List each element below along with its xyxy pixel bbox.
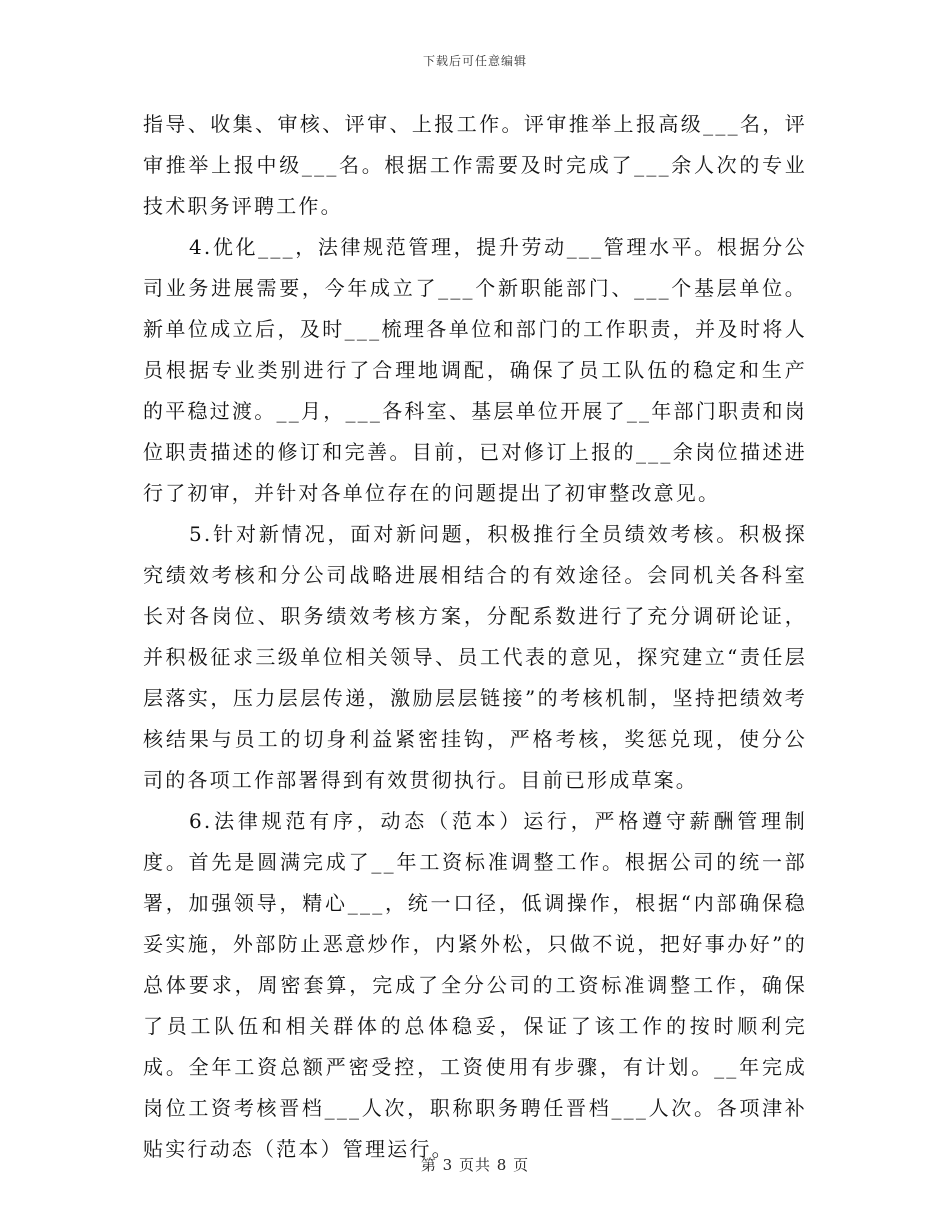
paragraph-continued: 指导、收集、审核、评审、上报工作。评审推举上报高级___名，评审推举上报中级___名。根据工作需要及时完成了___余人次的专业技术职务评聘工作。 (143, 112, 807, 218)
document-body (143, 104, 807, 1170)
page-header-note: 下载后可任意编辑 (422, 54, 527, 68)
paragraph-item-6: 6.法律规范有序，动态（范本）运行，严格遵守薪酬管理制度。首先是圆满完成了__年工资标准调整工作。根据公司的统一部署，加强领导，精心___，统一口径，低调操作，根据“内部确保稳妥实施，外部防止恶意炒作，内紧外松，只做不说，把好事办好”的总体要求，周密套算，完成了全分公司的工资标准调整工作，确保了员工队伍和相关群体的总体稳妥，保证了该工作的按时顺利完成。全年工资总额严密受控，工资使用有步骤，有计划。__年完成岗位工资考核晋档___人次，职称职务聘任晋档___人次。各项津补贴实行动态（范本）管理运行。 (143, 809, 807, 1161)
page-number-footer: 第 3 页共 8 页 (420, 1156, 530, 1174)
paragraph-item-5: 5.针对新情况，面对新问题，积极推行全员绩效考核。积极探究绩效考核和分公司战略进展相结合的有效途径。会同机关各科室长对各岗位、职务绩效考核方案，分配系数进行了充分调研论证，并积极征求三级单位相关领导、员工代表的意见，探究建立“责任层层落实，压力层层传递，激励层层链接”的考核机制，坚持把绩效考核结果与员工的切身利益紧密挂钩，严格考核，奖惩兑现，使分公司的各项工作部署得到有效贯彻执行。目前已形成草案。 (143, 522, 807, 792)
paragraph-item-4: 4.优化___，法律规范管理，提升劳动___管理水平。根据分公司业务进展需要，今年成立了___个新职能部门、___个基层单位。新单位成立后，及时___梳理各单位和部门的工作职责，并及时将人员根据专业类别进行了合理地调配，确保了员工队伍的稳定和生产的平稳过渡。__月，___各科室、基层单位开展了__年部门职责和岗位职责描述的修订和完善。目前，已对修订上报的___余岗位描述进行了初审，并针对各单位存在的问题提出了初审整改意见。 (143, 235, 807, 505)
